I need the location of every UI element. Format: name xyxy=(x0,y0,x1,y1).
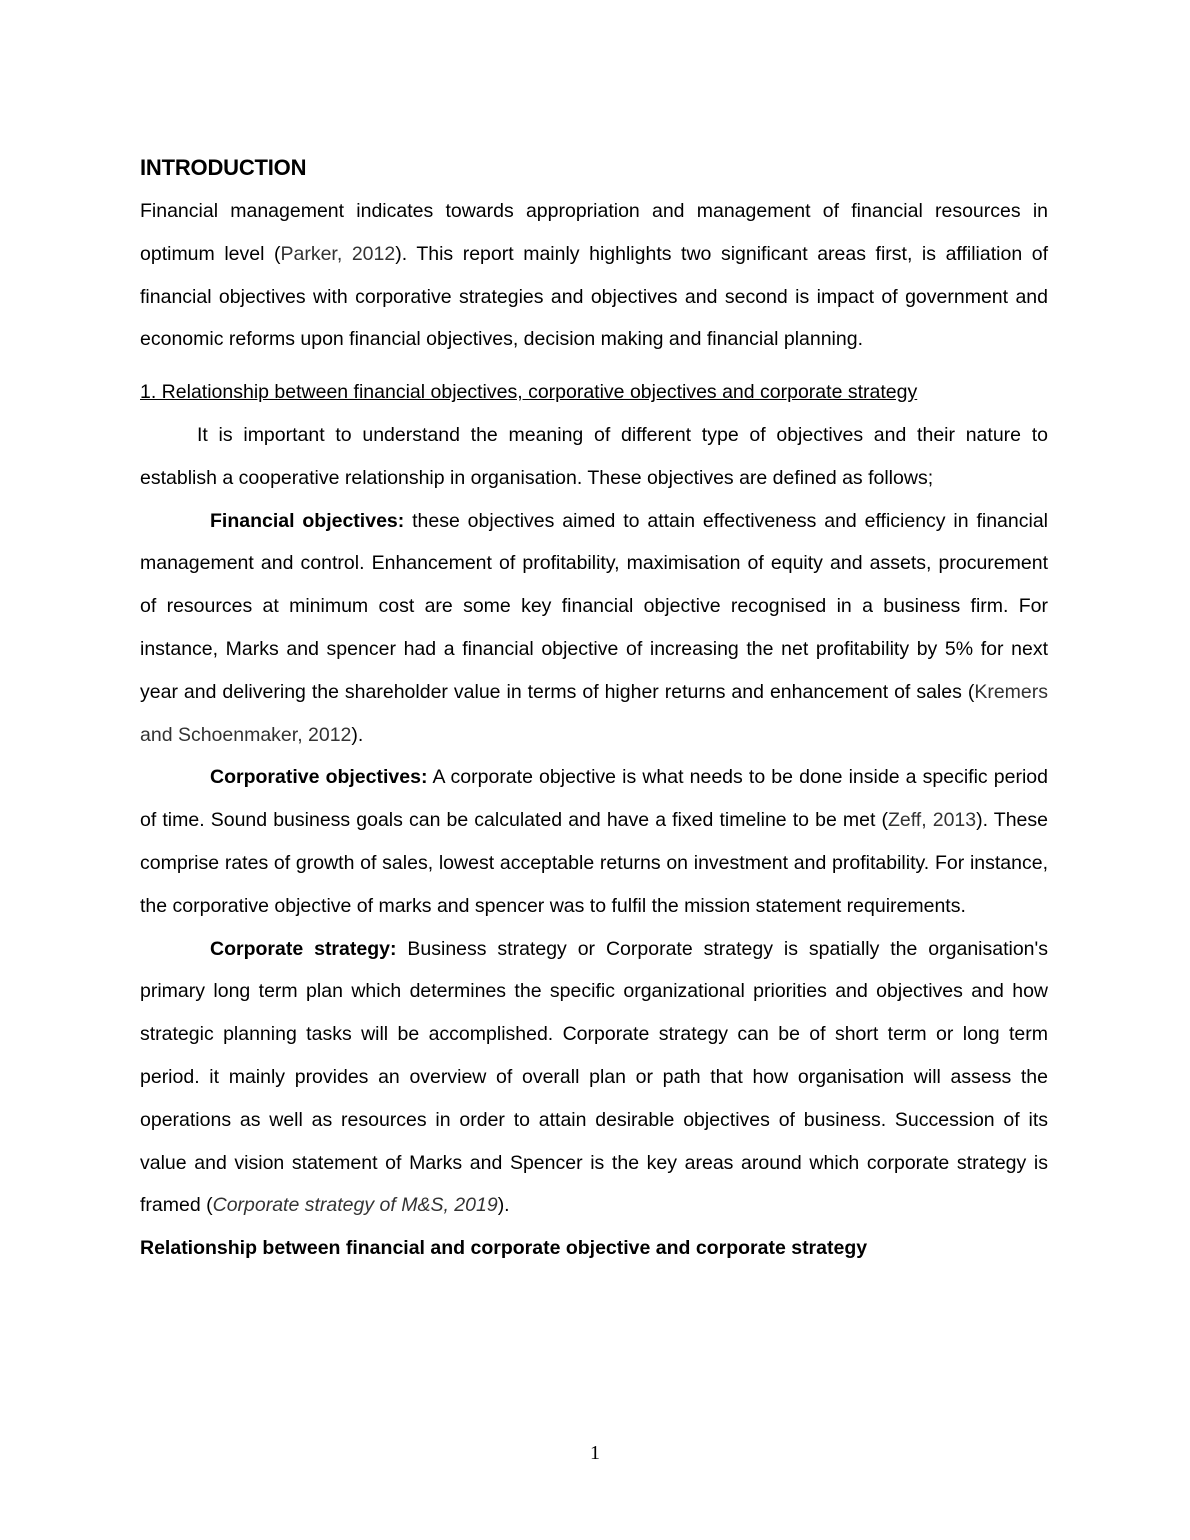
corporate-strategy-label: Corporate strategy: xyxy=(210,937,397,960)
section-1-intro: It is important to understand the meaning of different type of objectives and their nature to establish a cooperative relationship in organisation. These objectives are defined as follows; xyxy=(140,423,1048,489)
financial-objectives-text-end: ). xyxy=(351,723,364,746)
corporate-strategy-text-end: ). xyxy=(497,1194,510,1217)
intro-paragraph xyxy=(140,190,1048,361)
intro-citation: Parker, 2012 xyxy=(280,242,396,265)
section-1-title: 1. Relationship between financial objectives, corporative objectives and corporate strategy xyxy=(140,381,918,404)
corporative-objectives-paragraph xyxy=(140,756,1048,927)
corporate-strategy-paragraph xyxy=(140,928,1048,1228)
intro-text: Financial management indicates towards appropriation and management of financial resources in optimum level ( xyxy=(140,200,1048,265)
corporative-objectives-citation: Zeff, 2013 xyxy=(887,809,977,832)
page-number: 1 xyxy=(590,1442,600,1464)
corporate-strategy-citation: Corporate strategy of M&S, 2019 xyxy=(212,1194,498,1217)
page-content xyxy=(140,150,1048,1270)
corporative-objectives-text-end: ). These comprise rates of growth of sales, lowest acceptable returns on investment and profitability. For instance, the corporative objective of marks and spencer was to fulfil the mission statement requirements. xyxy=(140,809,1048,917)
corporative-objectives-text: A corporate objective is what needs to be done inside a specific period of time. Sound business goals can be calculated and have a fixed timeline to be met ( xyxy=(140,766,1048,832)
financial-objectives-label: Financial objectives: xyxy=(210,509,405,532)
corporative-objectives-label: Corporative objectives: xyxy=(210,766,428,789)
relationship-heading: Relationship between financial and corporate objective and corporate strategy xyxy=(140,1237,868,1260)
financial-objectives-paragraph xyxy=(140,500,1048,757)
financial-objectives-text: these objectives aimed to attain effectiveness and efficiency in financial management and control. Enhancement of profitability, maximisation of equity and assets, procurement of resources at minimum cost are some key financial objective recognised in a business firm. For instance, Marks and spencer had a financial objective of increasing the net profitability by 5% for next year and delivering the shareholder value in terms of higher returns and enhancement of sales ( xyxy=(140,509,1048,703)
financial-objectives-citation: Kremers and Schoenmaker, 2012 xyxy=(140,680,1048,746)
introduction-heading: INTRODUCTION xyxy=(140,155,307,180)
corporate-strategy-text: Business strategy or Corporate strategy is spatially the organisation's primary long term plan which determines the specific organizational priorities and objectives and how strategic planning tasks will be accomplished. Corporate strategy can be of short term or long term period. it mainly provides an overview of overall plan or path that how organisation will assess the operations as well as resources in order to attain desirable objectives of business. Succession of its value and vision statement of Marks and Spencer is the key areas around which corporate strategy is framed ( xyxy=(140,937,1048,1217)
intro-text-end: ). This report mainly highlights two significant areas first, is affiliation of financial objectives with corporative strategies and objectives and second is impact of government and economic reforms upon financial objectives, decision making and financial planning. xyxy=(140,242,1048,351)
